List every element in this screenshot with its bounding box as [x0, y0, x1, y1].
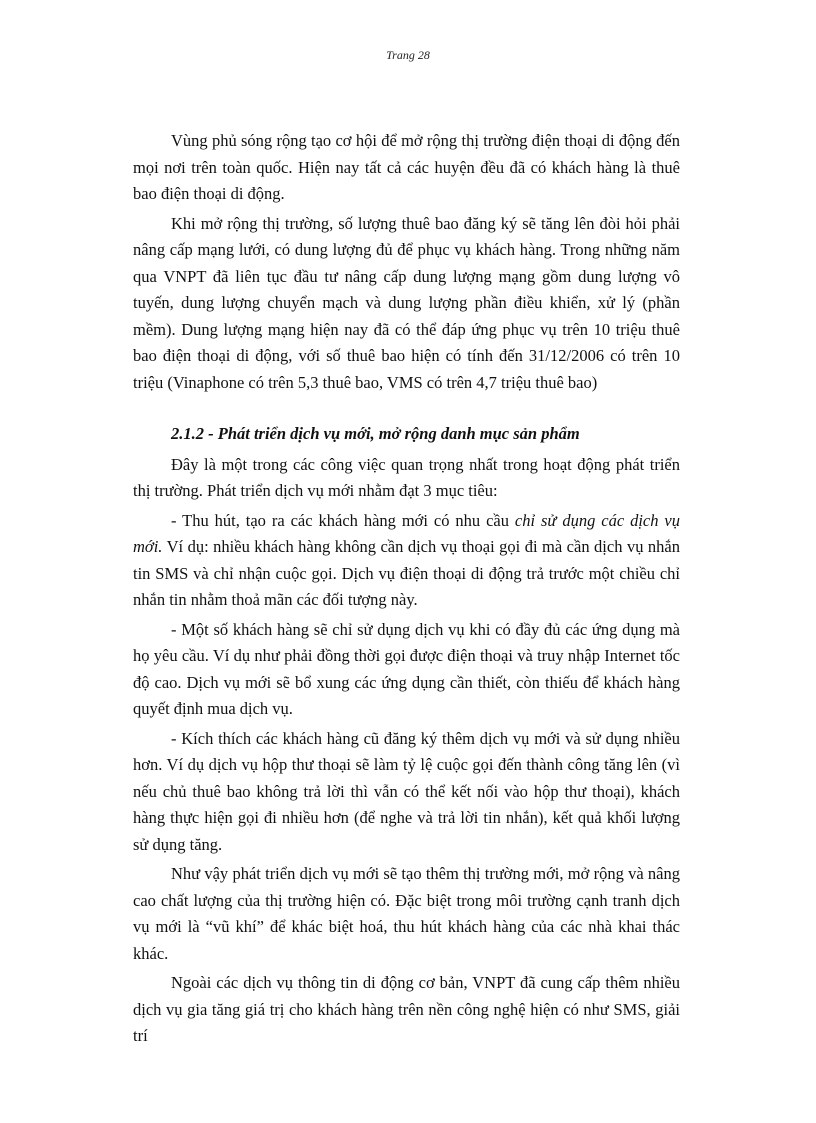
- section-heading: 2.1.2 - Phát triển dịch vụ mới, mở rộng danh mục sản phẩm: [171, 424, 580, 443]
- goal-attract-emphasis: chỉ sử dụng các dịch vụ mới.: [133, 510, 680, 556]
- document-body: [133, 128, 680, 1053]
- paragraph-coverage: Vùng phủ sóng rộng tạo cơ hội để mở rộng thị trường điện thoại di động đến mọi nơi trên toàn quốc. Hiện nay tất cả các huyện đều đã có khách hàng là thuê bao điện thoại di động.: [133, 131, 680, 203]
- goal-attract-end: Ví dụ: nhiều khách hàng không cần dịch vụ thoại gọi đi mà cần dịch vụ nhắn tin SMS và chỉ nhận cuộc gọi. Dịch vụ điện thoại di động trả trước một chiều chỉ nhắn tin nhằm thoả mãn các đối tượng này.: [133, 537, 680, 609]
- paragraph-network-capacity: Khi mở rộng thị trường, số lượng thuê bao đăng ký sẽ tăng lên đòi hỏi phải nâng cấp mạng lưới, có dung lượng đủ để phục vụ khách hàng. Trong những năm qua VNPT đã liên tục đầu tư nâng cấp dung lượng mạng gồm dung lượng vô tuyến, dung lượng chuyển mạch và dung lượng phần điều khiển, xử lý (phần mềm). Dung lượng mạng hiện nay đã có thể đáp ứng phục vụ trên 10 triệu thuê bao điện thoại di động, với số thuê bao hiện có tính đến 31/12/2006 có trên 10 triệu (Vinaphone có trên 5,3 thuê bao, VMS có trên 4,7 triệu thuê bao): [133, 213, 680, 392]
- paragraph-conclusion: Như vậy phát triển dịch vụ mới sẽ tạo thêm thị trường mới, mở rộng và nâng cao chất lượng của thị trường hiện có. Đặc biệt trong môi trường cạnh tranh dịch vụ mới là “vũ khí” để khác biệt hoá, thu hút khách hàng của các nhà khai thác khác.: [133, 864, 680, 963]
- page-number: Trang 28: [386, 48, 430, 62]
- goal-attract-start: - Thu hút, tạo ra các khách hàng mới có nhu cầu: [171, 510, 515, 530]
- page-header: [0, 48, 816, 63]
- paragraph-goal-stimulate: - Kích thích các khách hàng cũ đăng ký thêm dịch vụ mới và sử dụng nhiều hơn. Ví dụ dịch vụ hộp thư thoại sẽ làm tỷ lệ cuộc gọi đến thành công tăng lên (vì nếu chủ thuê bao không trả lời thì vẫn có thể kết nối vào hộp thư thoại), khách hàng thực hiện gọi đi nhiều hơn (để nghe và trả lời tin nhắn), kết quả khối lượng sử dụng tăng.: [133, 728, 680, 854]
- paragraph-goal-attract: [133, 508, 680, 614]
- paragraph-new-services-intro: Đây là một trong các công việc quan trọng nhất trong hoạt động phát triển thị trường. Phát triển dịch vụ mới nhằm đạt 3 mục tiêu:: [133, 454, 680, 500]
- paragraph-value-added: Ngoài các dịch vụ thông tin di động cơ bản, VNPT đã cung cấp thêm nhiều dịch vụ gia tăng giá trị cho khách hàng trên nền công nghệ hiện có như SMS, giải trí: [133, 973, 680, 1045]
- paragraph-goal-complete-apps: - Một số khách hàng sẽ chỉ sử dụng dịch vụ khi có đầy đủ các ứng dụng mà họ yêu cầu. Ví dụ như phải đồng thời gọi được điện thoại và truy nhập Internet tốc độ cao. Dịch vụ mới sẽ bổ xung các ứng dụng cần thiết, còn thiếu để khách hàng quyết định mua dịch vụ.: [133, 619, 680, 718]
